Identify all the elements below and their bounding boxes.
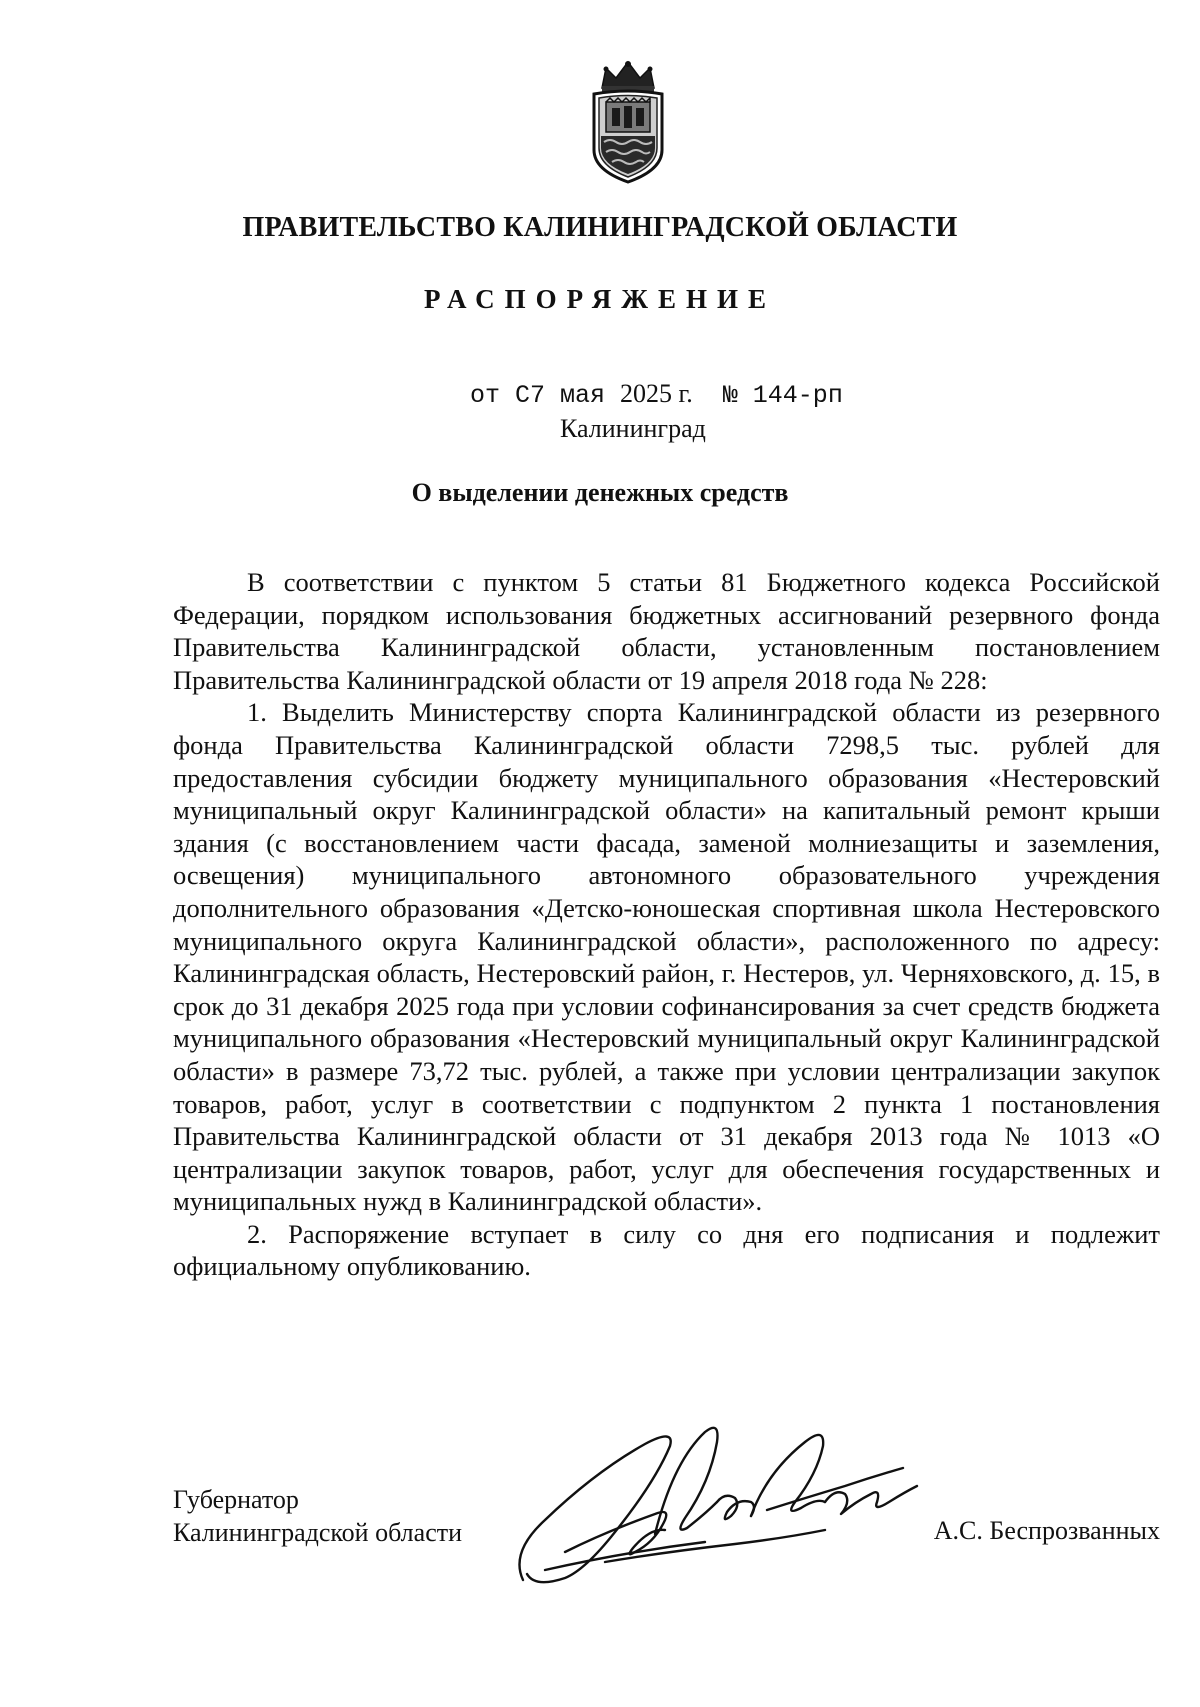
item-2-paragraph: 2. Распоряжение вступает в силу со дня его подписания и подлежит официальному опубликованию.: [173, 1218, 1160, 1282]
signer-name: А.С. Беспрозванных: [933, 1516, 1160, 1545]
organization-title: ПРАВИТЕЛЬСТВО КАЛИНИНГРАДСКОЙ ОБЛАСТИ: [242, 212, 958, 243]
signer-position: [173, 1483, 462, 1549]
preamble-paragraph: В соответствии с пунктом 5 статьи 81 Бюджетного кодекса Российской Федерации, порядком использования бюджетных ассигнований резервного фонда Правительства Калининградской области, установленным постановлением Правительства Калининградской области от 19 апреля 2018 года № 228:: [173, 567, 1160, 695]
signer-position-line-2: Калининградской области: [173, 1518, 463, 1547]
date-year: 2025 г.: [620, 379, 693, 408]
date-number-line: [470, 379, 843, 410]
document-number: № 144-рп: [722, 381, 843, 410]
date-text: от С7 мая: [470, 381, 606, 410]
document-type: РАСПОРЯЖЕНИЕ: [423, 284, 777, 314]
coat-of-arms-icon: [588, 58, 668, 186]
signer-position-line-1: Губернатор: [173, 1485, 299, 1514]
document-subject: О выделении денежных средств: [411, 478, 789, 507]
city: Калининград: [560, 414, 706, 443]
item-1-paragraph: 1. Выделить Министерству спорта Калининградской области из резервного фонда Правительства Калининградской области 7298,5 тыс. рублей для предоставления субсидии бюджету муниципального образования «Нестеровский муниципальный округ Калининградской области» на капитальный ремонт крыши здания (с восстановлением части фасада, заменой молниезащиты и заземления, освещения) муниципального автономного образовательного учреждения дополнительного образования «Детско-юношеская спортивная школа Нестеровского муниципального округа Калининградской области», расположенного по адресу: Калининградская область, Нестеровский район, г. Нестеров, ул. Черняховского, д. 15, в срок до 31 декабря 2025 года при условии софинансирования за счет средств бюджета муниципального образования «Нестеровский муниципальный округ Калининградской области» в размере 73,72 тыс. рублей, а также при условии централизации закупок товаров, работ, услуг в соответствии с подпунктом 2 пункта 1 постановления Правительства Калининградской области от 31 декабря 2013 года № 1013 «О централизации закупок товаров, работ, услуг для обеспечения государственных и муниципальных нужд в Калининградской области».: [173, 697, 1160, 1217]
handwritten-signature: [505, 1402, 925, 1602]
document-body: [173, 566, 1160, 1283]
